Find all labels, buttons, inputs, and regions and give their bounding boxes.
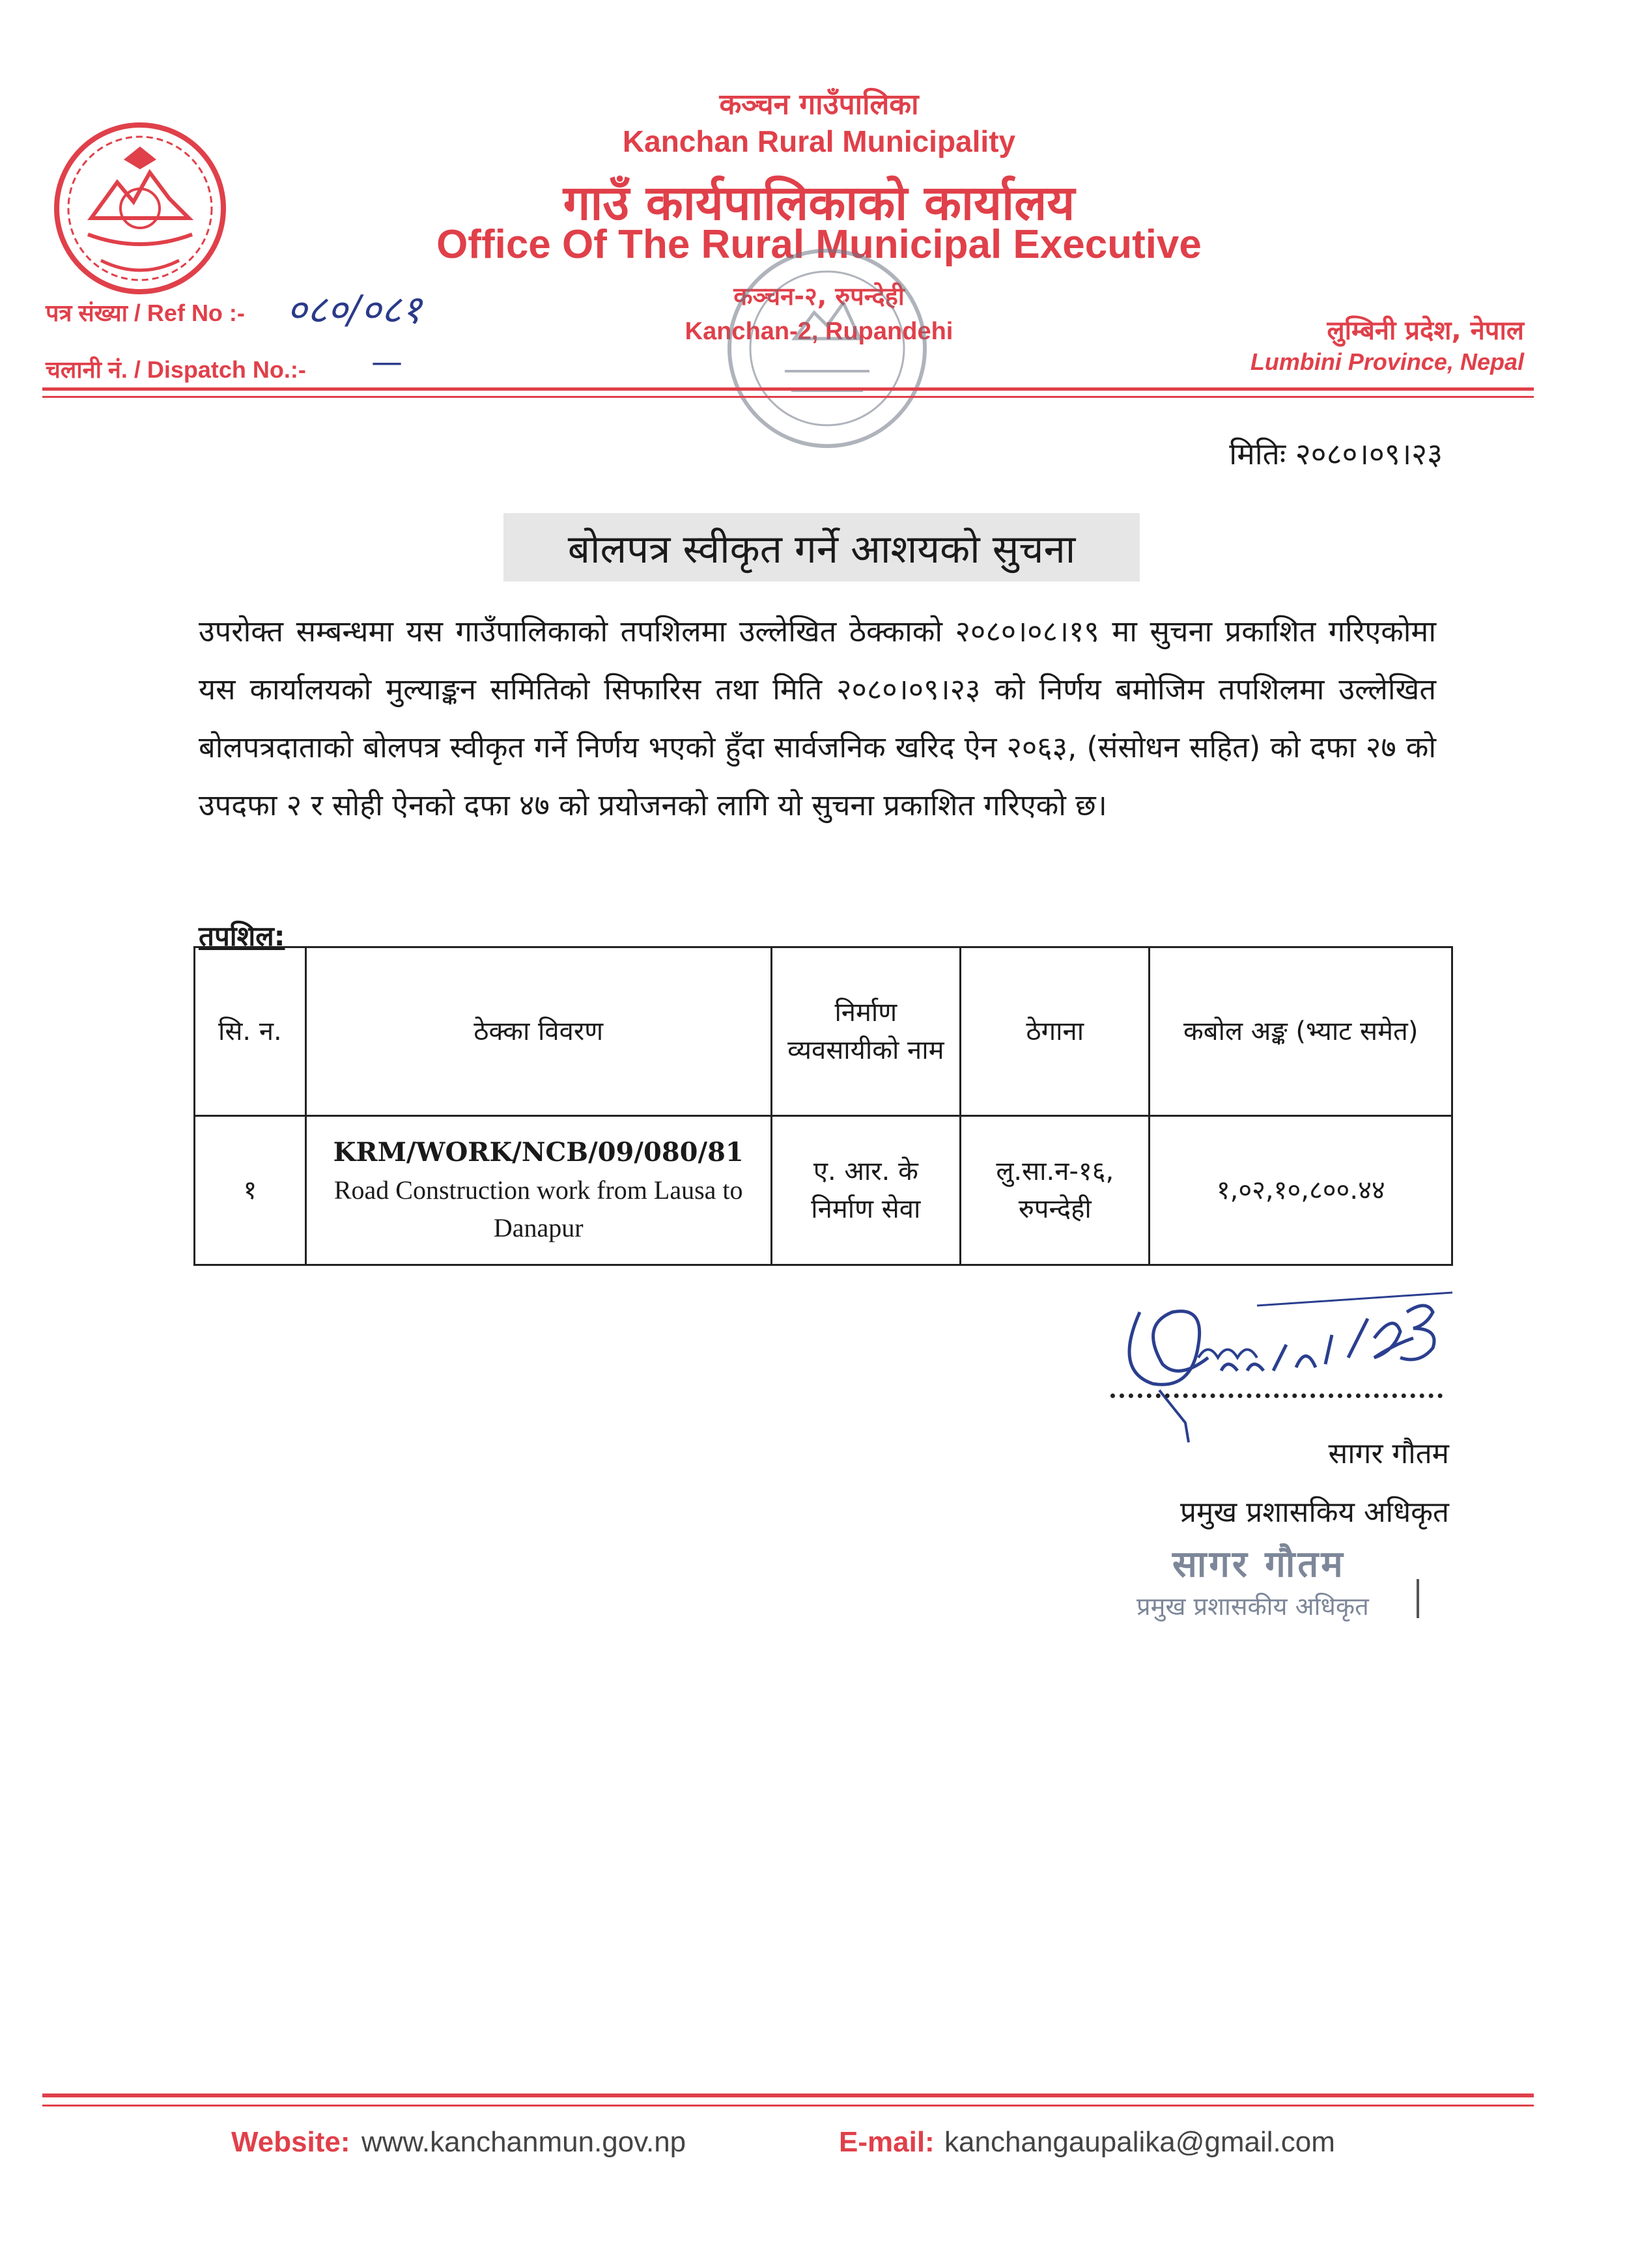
- signature-line: [1110, 1393, 1443, 1398]
- cell-contractor-name: ए. आर. के निर्माण सेवा: [771, 1116, 960, 1265]
- office-name-nepali: गाउँ कार्यपालिकाको कार्यालय: [563, 175, 1075, 231]
- notice-title: बोलपत्र स्वीकृत गर्ने आशयको सुचना: [567, 527, 1076, 572]
- address-english: Kanchan-2, Rupandehi: [685, 318, 953, 345]
- cell-sn: १: [195, 1116, 306, 1265]
- notice-body: उपरोक्त सम्बन्धमा यस गाउँपालिकाको तपशिलमा उल्लेखित ठेक्काको २०८०।०८।१९ मा सुचना प्रकाशित गरिएकोमा यस कार्यालयको मुल्याङ्कन समितिको सिफारिस तथा मिति २०८०।०९।२३ को निर्णय बमोजिम तपशिलमा उल्लेखित बोलपत्रदाताको बोलपत्र स्वीकृत गर्ने निर्णय भएको हुँदा सार्वजनिक खरिद ऐन २०६३, (संसोधन सहित) को दफा २७ को उपदफा २ र सोही ऐनको दफा ४७ को प्रयोजनको लागि यो सुचना प्रकाशित गरिएको छ।: [199, 614, 1436, 822]
- dispatch-no-value: —: [371, 344, 402, 380]
- bid-table: [193, 946, 1453, 1266]
- stamp-name: सागर गौतम: [1172, 1543, 1346, 1586]
- cell-bid-amount: १,०२,१०,८००.४४: [1150, 1116, 1452, 1265]
- footer-divider: [42, 2093, 1534, 2097]
- stamp-mark: [1417, 1579, 1419, 1618]
- website-link[interactable]: www.kanchanmun.gov.np: [361, 2126, 686, 2158]
- stamp-designation: प्रमुख प्रशासकीय अधिकृत: [1137, 1592, 1369, 1621]
- ref-no-value: ०८०/०८१: [287, 287, 422, 333]
- office-name-english: Office Of The Rural Municipal Executive: [436, 222, 1202, 267]
- contract-description: Road Construction work from Lausa to Danapur: [333, 1175, 743, 1242]
- office-round-stamp: [720, 241, 935, 456]
- header-divider-thin: [42, 396, 1534, 398]
- table-row: [195, 1116, 1452, 1265]
- handwritten-signature: [1101, 1260, 1491, 1449]
- table-header-row: [195, 947, 1452, 1116]
- contract-code: KRM/WORK/NCB/09/080/81: [333, 1137, 744, 1168]
- website-label: Website:: [231, 2126, 350, 2158]
- email-link[interactable]: kanchangaupalika@gmail.com: [944, 2126, 1335, 2158]
- email-label: E-mail:: [839, 2126, 935, 2158]
- province-english: Lumbini Province, Nepal: [1250, 348, 1524, 375]
- letter-date: मितिः २०८०।०९।२३: [1229, 436, 1443, 471]
- cell-contract-details: [305, 1116, 771, 1265]
- ref-no-label: पत्र संख्या / Ref No :-: [46, 300, 245, 326]
- header-divider: [42, 387, 1534, 391]
- province-nepali: लुम्बिनी प्रदेश, नेपाल: [1327, 316, 1524, 346]
- header-address: ठेगाना: [961, 947, 1150, 1116]
- signatory-designation: प्रमुख प्रशासकिय अधिकृत: [1179, 1496, 1449, 1529]
- header-bid-amount: कबोल अङ्क (भ्याट समेत): [1150, 947, 1452, 1116]
- header-sn: सि. न.: [195, 947, 306, 1116]
- signatory-name: सागर गौतम: [1328, 1437, 1449, 1470]
- header-contract-details: ठेक्का विवरण: [305, 947, 771, 1116]
- cell-address: लु.सा.न-१६, रुपन्देही: [961, 1116, 1150, 1265]
- header-contractor-name: निर्माण व्यवसायीको नाम: [771, 947, 960, 1116]
- dispatch-no-label: चलानी नं. / Dispatch No.:-: [46, 356, 306, 383]
- address-nepali: कञ्चन-२, रुपन्देही: [733, 282, 905, 311]
- footer-divider-thin: [42, 2105, 1534, 2107]
- municipality-name-nepali: कञ्चन गाउँपालिका: [719, 88, 919, 121]
- schedule-label: तपशिल:: [199, 920, 285, 952]
- municipality-name-english: Kanchan Rural Municipality: [622, 124, 1016, 158]
